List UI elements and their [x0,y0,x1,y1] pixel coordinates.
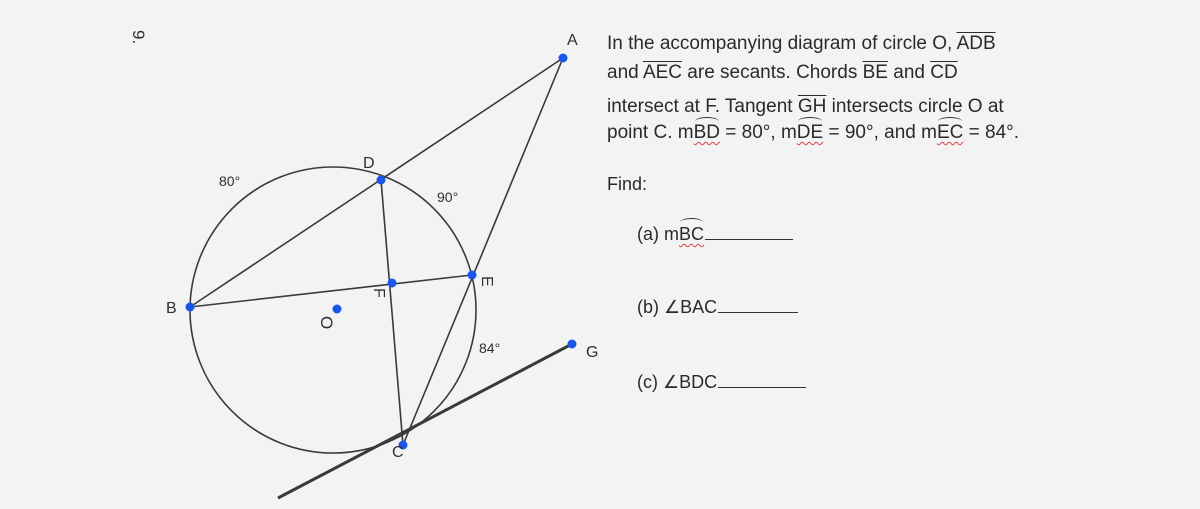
label-c: C [392,444,404,461]
problem-line-1 [607,32,996,56]
question-c-text: (c) ∠BDC [637,372,718,392]
label-e: E [478,276,495,287]
label-a: A [567,32,578,49]
question-a-prefix: (a) m [637,224,679,244]
point-o [333,305,342,314]
problem-text: point C. m [607,122,694,143]
problem-line-3 [607,95,1004,119]
problem-text: are secants. Chords [682,62,863,83]
problem-text: = 90°, and m [823,122,937,143]
point-a [559,54,568,63]
label-f: F [370,288,387,298]
point-f [388,279,397,288]
chord-cd [381,180,403,445]
label-o: O [317,316,336,330]
problem-line-4 [607,121,1019,145]
point-e [468,271,477,280]
segment-adb: ADB [956,33,996,54]
segment-gh: GH [797,96,827,117]
point-d [377,176,386,185]
arc-label-bd: 80° [219,173,241,189]
arc-bd: BD [693,122,720,143]
arc-de: DE [796,122,824,143]
question-b-text: (b) ∠BAC [637,297,718,317]
label-g: G [586,344,599,361]
question-a [637,222,793,246]
problem-text: = 80°, m [720,122,797,143]
segment-aec: AEC [642,62,683,83]
chord-be [190,275,472,307]
answer-blank-a[interactable] [705,238,793,240]
answer-blank-c[interactable] [718,386,806,388]
problem-text: and [887,62,931,83]
problem-text: intersects circle O at [826,96,1004,117]
arc-label-ec: 84° [479,340,501,356]
problem-text: In the accompanying diagram of circle O, [607,33,957,54]
problem-text: = 84°. [963,122,1020,143]
label-b: B [166,300,177,317]
secant-adb [190,58,563,307]
problem-text: intersect at F. Tangent [607,96,798,117]
problem-text: and [607,62,643,83]
arc-label-de: 90° [437,189,459,205]
question-c [637,370,806,394]
point-g [568,340,577,349]
tangent-gh [278,344,572,498]
segment-cd: CD [930,62,958,83]
arc-ec: EC [936,122,964,143]
arc-bc: BC [679,224,705,244]
point-b [186,303,195,312]
label-d: D [363,155,375,172]
secant-aec [403,58,563,445]
problem-number: 9. [129,30,148,45]
find-label: Find: [607,174,648,194]
question-b [637,295,798,319]
answer-blank-b[interactable] [718,311,798,313]
segment-be: BE [862,62,888,83]
problem-line-2 [607,61,958,85]
